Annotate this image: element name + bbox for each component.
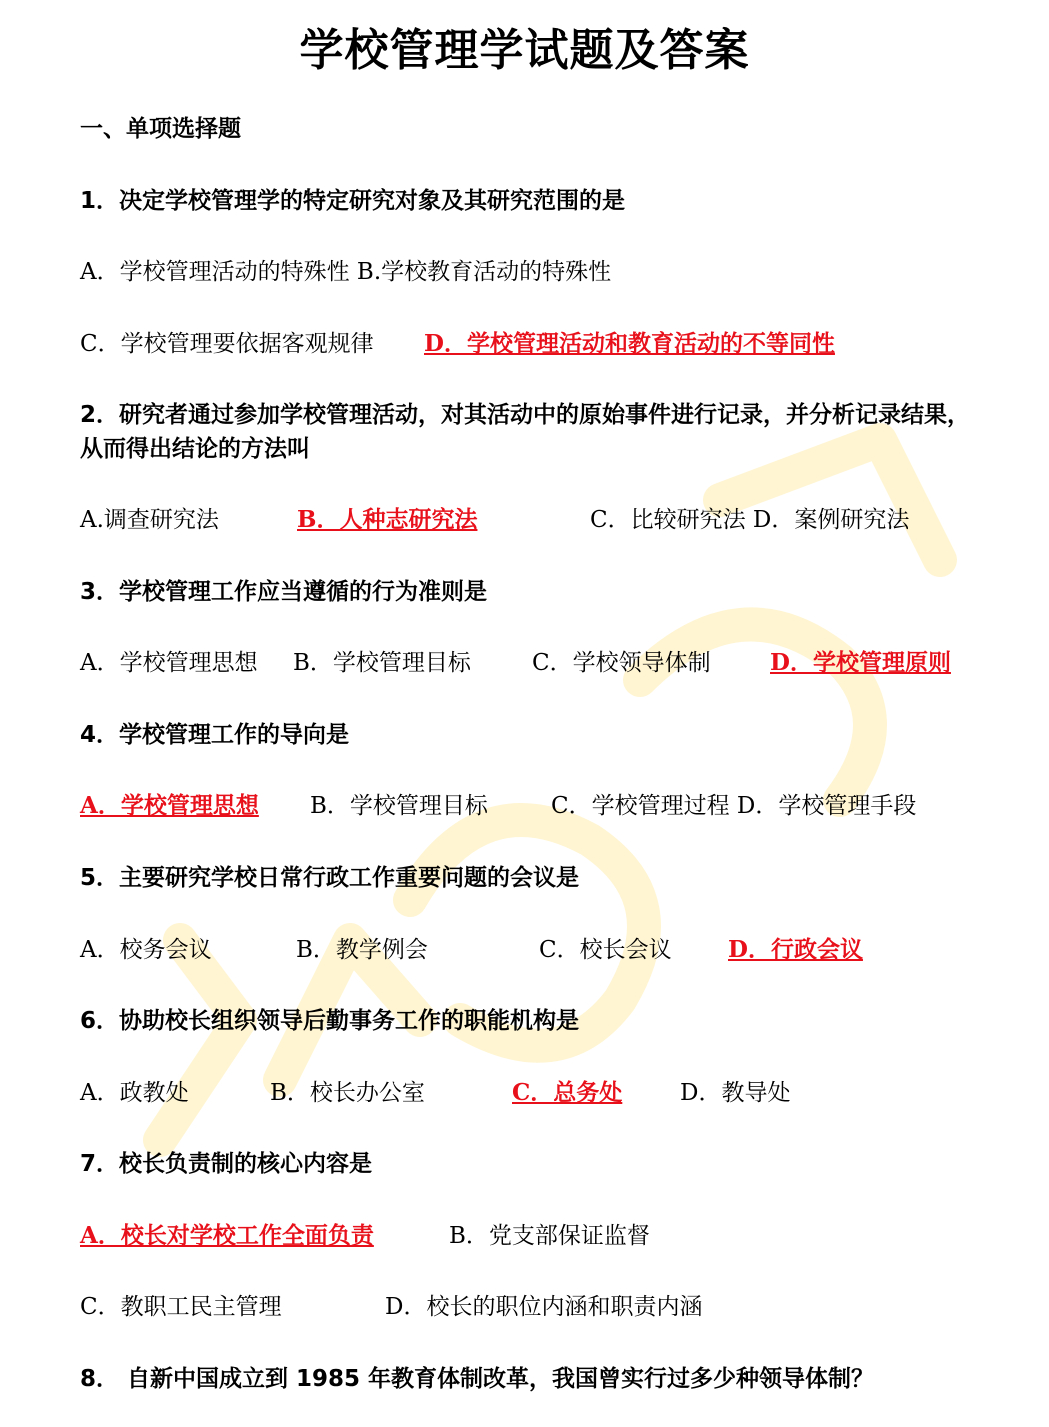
question-5-answer-d: D．行政会议	[728, 936, 863, 963]
section-heading: 一、单项选择题	[80, 116, 241, 142]
question-3-stem: 3．学校管理工作应当遵循的行为准则是	[80, 579, 488, 605]
question-4-option-cd: C．学校管理过程 D．学校管理手段	[551, 793, 917, 819]
question-6-stem: 6．协助校长组织领导后勤事务工作的职能机构是	[80, 1008, 580, 1034]
question-8-stem: 8． 自新中国成立到 1985 年教育体制改革，我国曾实行过多少种领导体制？	[80, 1366, 875, 1392]
question-7-option-c: C．教职工民主管理	[80, 1294, 282, 1320]
question-5-option-c: C．校长会议	[539, 937, 672, 963]
question-6-answer-c: C．总务处	[512, 1079, 623, 1106]
question-3-option-a: A．学校管理思想	[80, 650, 258, 676]
question-2-option-a: A.调查研究法	[80, 507, 219, 533]
question-2-answer-b: B．人种志研究法	[297, 506, 478, 533]
question-5-option-a: A．校务会议	[80, 937, 212, 963]
question-1-option-c: C．学校管理要依据客观规律	[80, 331, 374, 357]
question-2-stem: 2．研究者通过参加学校管理活动，对其活动中的原始事件进行记录，并分析记录结果，从而得出结论的方法叫	[80, 402, 971, 462]
question-4-option-b: B．学校管理目标	[310, 793, 488, 819]
question-5-stem: 5．主要研究学校日常行政工作重要问题的会议是	[80, 865, 580, 891]
question-6-option-d: D．教导处	[680, 1080, 791, 1106]
question-7-option-d: D．校长的职位内涵和职责内涵	[385, 1294, 703, 1320]
question-3-option-c: C．学校领导体制	[532, 650, 711, 676]
question-3-answer-d: D．学校管理原则	[770, 649, 951, 676]
question-1-stem: 1．决定学校管理学的特定研究对象及其研究范围的是	[80, 188, 626, 214]
question-5-option-b: B．教学例会	[296, 937, 428, 963]
question-7-answer-a: A．校长对学校工作全面负责	[80, 1222, 374, 1249]
question-1-options-row1: A．学校管理活动的特殊性 B.学校教育活动的特殊性	[80, 259, 612, 285]
question-6-option-b: B．校长办公室	[270, 1080, 425, 1106]
question-3-option-b: B．学校管理目标	[293, 650, 471, 676]
question-7-option-b: B．党支部保证监督	[449, 1223, 650, 1249]
document-title: 学校管理学试题及答案	[299, 25, 750, 76]
question-6-option-a: A．政教处	[80, 1080, 189, 1106]
question-4-stem: 4．学校管理工作的导向是	[80, 722, 350, 748]
watermark-logo	[120, 380, 1000, 1200]
question-7-stem: 7．校长负责制的核心内容是	[80, 1151, 373, 1177]
question-2-option-cd: C．比较研究法 D．案例研究法	[590, 507, 910, 533]
question-4-answer-a: A．学校管理思想	[80, 792, 259, 819]
question-1-answer-d: D．学校管理活动和教育活动的不等同性	[424, 330, 835, 357]
